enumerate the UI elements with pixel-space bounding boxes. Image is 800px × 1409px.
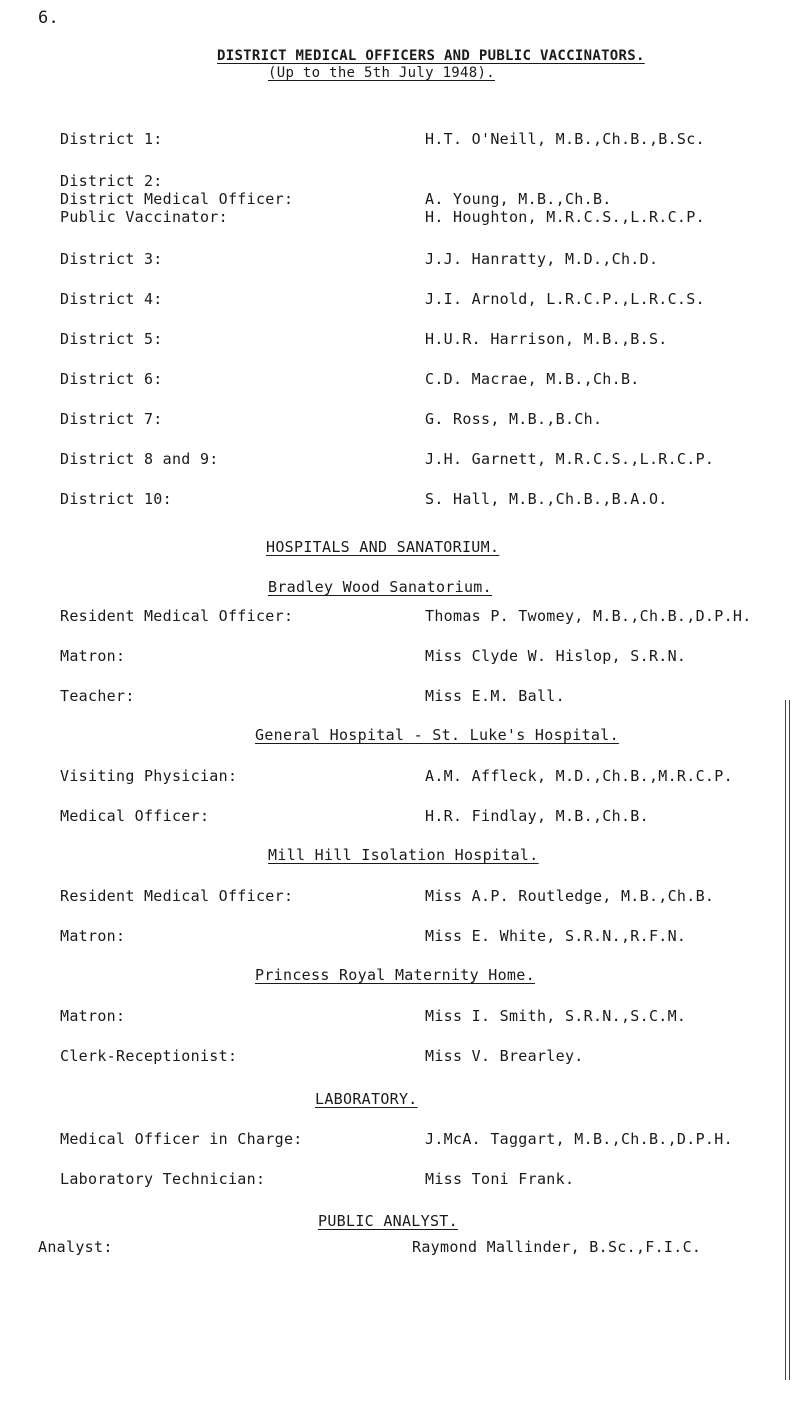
bradley-teacher-label: Teacher: xyxy=(60,687,135,705)
district-3-label: District 3: xyxy=(60,250,163,268)
bradley-rmo-value: Thomas P. Twomey, M.B.,Ch.B.,D.P.H. xyxy=(425,607,752,625)
princess-royal-clerk-value: Miss V. Brearley. xyxy=(425,1047,584,1065)
mill-hill-rmo-value: Miss A.P. Routledge, M.B.,Ch.B. xyxy=(425,887,715,905)
district-8-9-value: J.H. Garnett, M.R.C.S.,L.R.C.P. xyxy=(425,450,715,468)
district-1-label: District 1: xyxy=(60,130,163,148)
district-6-value: C.D. Macrae, M.B.,Ch.B. xyxy=(425,370,640,388)
district-1-value: H.T. O'Neill, M.B.,Ch.B.,B.Sc. xyxy=(425,130,705,148)
district-4-value: J.I. Arnold, L.R.C.P.,L.R.C.S. xyxy=(425,290,705,308)
princess-royal-matron-value: Miss I. Smith, S.R.N.,S.C.M. xyxy=(425,1007,687,1025)
district-2-vaccinator-label: Public Vaccinator: xyxy=(60,208,228,226)
princess-royal-matron-label: Matron: xyxy=(60,1007,126,1025)
page-edge-line xyxy=(785,700,790,1380)
bradley-teacher-value: Miss E.M. Ball. xyxy=(425,687,565,705)
district-2-vaccinator-value: H. Houghton, M.R.C.S.,L.R.C.P. xyxy=(425,208,705,226)
princess-royal-clerk-label: Clerk-Receptionist: xyxy=(60,1047,238,1065)
page-number: 6. xyxy=(38,8,60,28)
lab-technician-value: Miss Toni Frank. xyxy=(425,1170,575,1188)
hospitals-heading: HOSPITALS AND SANATORIUM. xyxy=(266,538,500,556)
lab-mo-value: J.McA. Taggart, M.B.,Ch.B.,D.P.H. xyxy=(425,1130,733,1148)
district-5-value: H.U.R. Harrison, M.B.,B.S. xyxy=(425,330,668,348)
mill-hill-matron-label: Matron: xyxy=(60,927,126,945)
laboratory-heading: LABORATORY. xyxy=(315,1090,418,1108)
district-2-dmo-label: District Medical Officer: xyxy=(60,190,294,208)
mill-hill-matron-value: Miss E. White, S.R.N.,R.F.N. xyxy=(425,927,687,945)
district-5-label: District 5: xyxy=(60,330,163,348)
document-subtitle: (Up to the 5th July 1948). xyxy=(268,65,495,81)
district-8-9-label: District 8 and 9: xyxy=(60,450,219,468)
lab-technician-label: Laboratory Technician: xyxy=(60,1170,266,1188)
st-lukes-heading: General Hospital - St. Luke's Hospital. xyxy=(255,726,619,744)
lab-mo-label: Medical Officer in Charge: xyxy=(60,1130,303,1148)
public-analyst-heading: PUBLIC ANALYST. xyxy=(318,1212,458,1230)
document-title: DISTRICT MEDICAL OFFICERS AND PUBLIC VACCINATORS. xyxy=(217,48,645,64)
st-lukes-mo-value: H.R. Findlay, M.B.,Ch.B. xyxy=(425,807,649,825)
princess-royal-heading: Princess Royal Maternity Home. xyxy=(255,966,535,984)
bradley-matron-label: Matron: xyxy=(60,647,126,665)
analyst-label: Analyst: xyxy=(38,1238,113,1256)
st-lukes-physician-value: A.M. Affleck, M.D.,Ch.B.,M.R.C.P. xyxy=(425,767,733,785)
analyst-value: Raymond Mallinder, B.Sc.,F.I.C. xyxy=(412,1238,702,1256)
st-lukes-mo-label: Medical Officer: xyxy=(60,807,210,825)
mill-hill-heading: Mill Hill Isolation Hospital. xyxy=(268,846,539,864)
district-10-label: District 10: xyxy=(60,490,172,508)
bradley-matron-value: Miss Clyde W. Hislop, S.R.N. xyxy=(425,647,687,665)
st-lukes-physician-label: Visiting Physician: xyxy=(60,767,238,785)
bradley-heading: Bradley Wood Sanatorium. xyxy=(268,578,492,596)
district-3-value: J.J. Hanratty, M.D.,Ch.D. xyxy=(425,250,659,268)
district-2-label: District 2: xyxy=(60,172,163,190)
district-7-label: District 7: xyxy=(60,410,163,428)
district-10-value: S. Hall, M.B.,Ch.B.,B.A.O. xyxy=(425,490,668,508)
district-2-dmo-value: A. Young, M.B.,Ch.B. xyxy=(425,190,612,208)
bradley-rmo-label: Resident Medical Officer: xyxy=(60,607,294,625)
district-6-label: District 6: xyxy=(60,370,163,388)
district-4-label: District 4: xyxy=(60,290,163,308)
mill-hill-rmo-label: Resident Medical Officer: xyxy=(60,887,294,905)
district-7-value: G. Ross, M.B.,B.Ch. xyxy=(425,410,603,428)
